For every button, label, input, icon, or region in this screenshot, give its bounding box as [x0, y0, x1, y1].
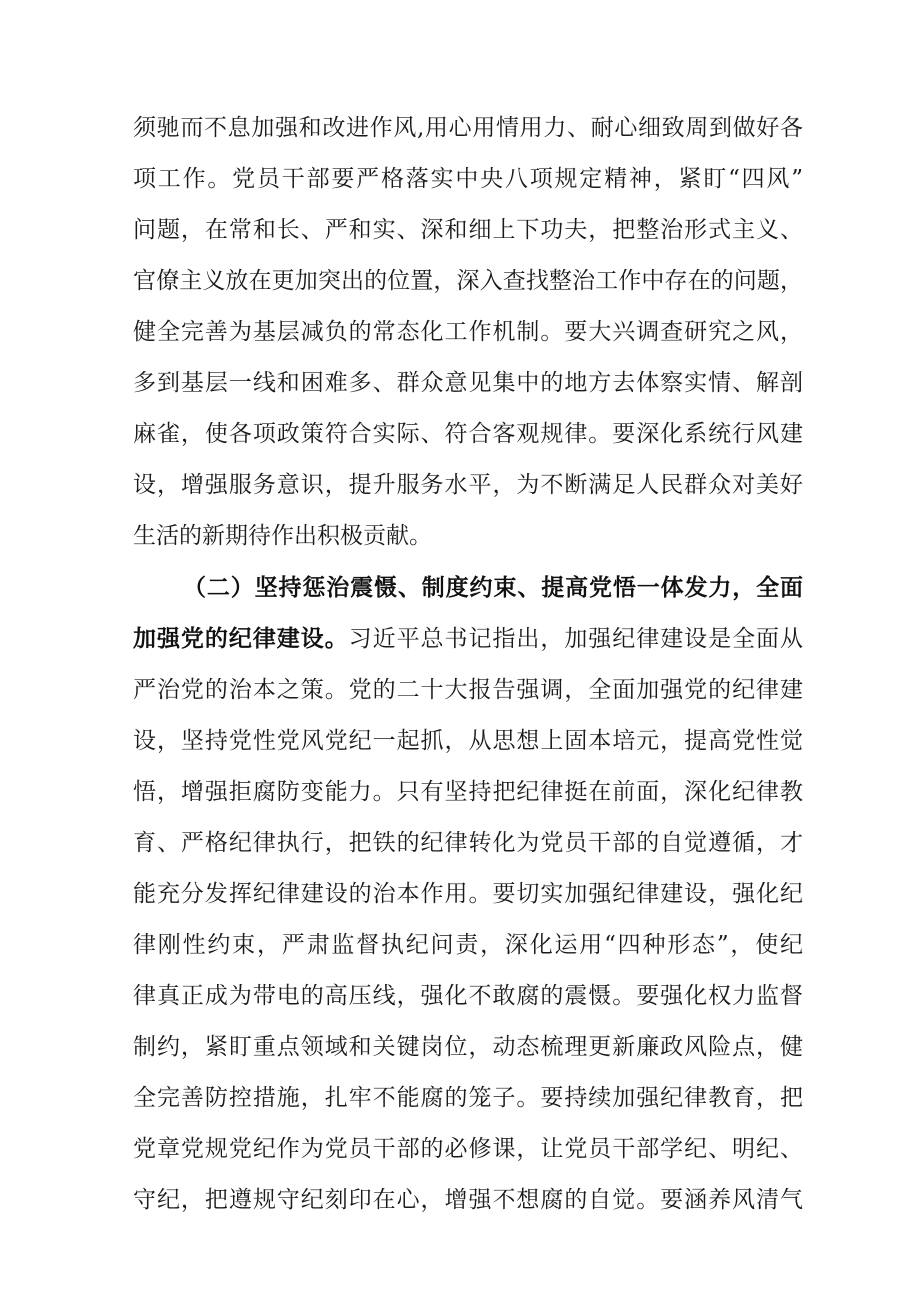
paragraph-line: 悟，增强拒腐防变能力。只有坚持把纪律挺在前面，深化纪律教 — [133, 779, 803, 805]
paragraph-line: 守纪，把遵规守纪刻印在心，增强不想腐的自觉。要涵养风清气 — [133, 1187, 803, 1213]
paragraph-line: 健全完善为基层减负的常态化工作机制。要大兴调查研究之风， — [133, 319, 803, 345]
paragraph-line: 项工作。党员干部要严格落实中央八项规定精神，紧盯“四风” — [133, 166, 803, 192]
paragraph-line: 设，坚持党性党风党纪一起抓，从思想上固本培元，提高党性觉 — [133, 728, 803, 754]
paragraph-line: 麻雀，使各项政策符合实际、符合客观规律。要深化系统行风建 — [133, 421, 803, 447]
paragraph-line: 律刚性约束，严肃监督执纪问责，深化运用“四种形态”，使纪 — [133, 932, 803, 958]
paragraph-line: 全完善防控措施，扎牢不能腐的笼子。要持续加强纪律教育，把 — [133, 1085, 803, 1111]
section-heading: （二）坚持惩治震慑、制度约束、提高党悟一体发力，全面 — [183, 575, 803, 601]
paragraph-line: 严治党的治本之策。党的二十大报告强调，全面加强党的纪律建 — [133, 677, 803, 703]
paragraph-line: 制约，紧盯重点领域和关键岗位，动态梳理更新廉政风险点，健 — [133, 1034, 803, 1060]
paragraph-line: 生活的新期待作出积极贡献。 — [133, 523, 432, 549]
section-heading-end: 加强党的纪律建设。 — [133, 626, 349, 652]
paragraph-line: 问题，在常和长、严和实、深和细上下功夫，把整治形式主义、 — [133, 217, 803, 243]
section-heading-continued — [133, 619, 803, 659]
paragraph-line: 设，增强服务意识，提升服务水平，为不断满足人民群众对美好 — [133, 472, 803, 498]
paragraph-line: 须驰而不息加强和改进作风,用心用情用力、耐心细致周到做好各 — [133, 115, 803, 141]
paragraph-text: 习近平总书记指出，加强纪律建设是全面从 — [348, 626, 804, 652]
paragraph-line: 多到基层一线和困难多、群众意见集中的地方去体察实情、解剖 — [133, 370, 803, 396]
paragraph-line: 律真正成为带电的高压线，强化不敢腐的震慑。要强化权力监督 — [133, 983, 803, 1009]
paragraph-line: 育、严格纪律执行，把铁的纪律转化为党员干部的自觉遵循，才 — [133, 830, 803, 856]
paragraph-line: 能充分发挥纪律建设的治本作用。要切实加强纪律建设，强化纪 — [133, 881, 803, 907]
paragraph-line: 官僚主义放在更加突出的位置，深入查找整治工作中存在的问题， — [133, 268, 803, 294]
paragraph-line: 党章党规党纪作为党员干部的必修课，让党员干部学纪、明纪、 — [133, 1136, 803, 1162]
